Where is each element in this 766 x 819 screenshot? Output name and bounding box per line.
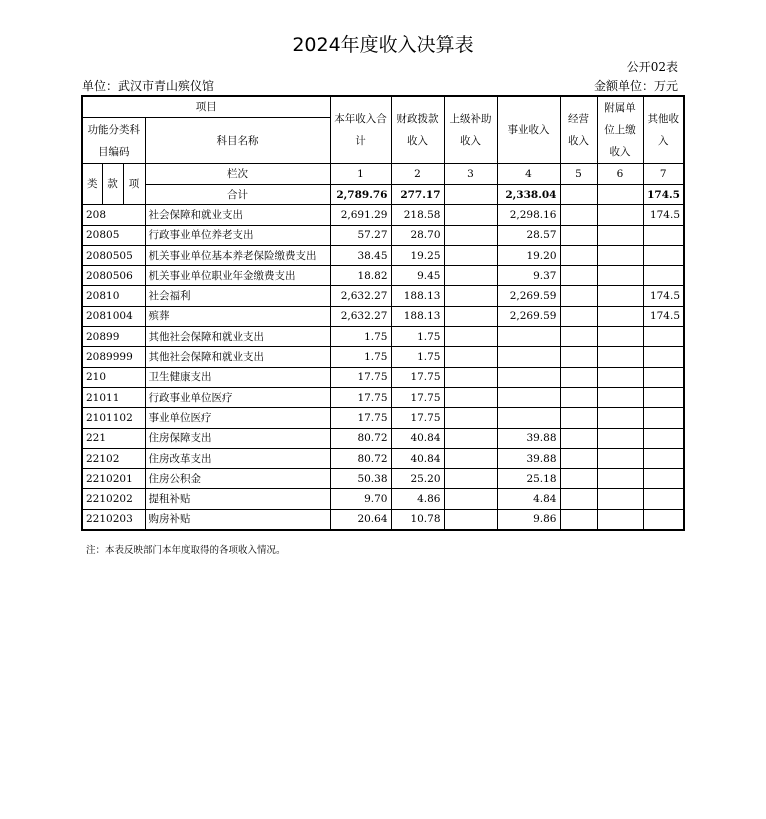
row-value-col-1: 9.70 — [330, 489, 391, 509]
col-num-4: 4 — [497, 164, 560, 185]
header-subject-name: 科目名称 — [145, 118, 330, 164]
row-value-col-1: 50.38 — [330, 469, 391, 489]
row-value-col-4 — [497, 327, 560, 347]
row-code: 22102 — [82, 448, 145, 468]
row-value-col-5 — [560, 428, 597, 448]
row-value-col-3 — [444, 245, 497, 265]
row-value-col-5 — [560, 245, 597, 265]
header-lei: 类 — [82, 164, 102, 205]
col-num-6: 6 — [597, 164, 643, 185]
row-value-col-7 — [643, 327, 684, 347]
row-value-col-7: 174.5 — [643, 306, 684, 326]
table-row — [82, 509, 684, 530]
row-value-col-1: 17.75 — [330, 367, 391, 387]
row-value-col-2: 4.86 — [391, 489, 444, 509]
row-value-col-7 — [643, 387, 684, 407]
row-value-col-2: 218.58 — [391, 205, 444, 225]
col-header-2: 财政拨款收入 — [391, 96, 444, 164]
row-value-col-1: 20.64 — [330, 509, 391, 530]
row-value-col-1: 17.75 — [330, 408, 391, 428]
row-subject-name: 提租补贴 — [145, 489, 330, 509]
row-value-col-5 — [560, 408, 597, 428]
row-value-col-7 — [643, 489, 684, 509]
row-value-col-1: 2,632.27 — [330, 286, 391, 306]
table-row — [82, 266, 684, 286]
row-value-col-4 — [497, 408, 560, 428]
row-value-col-3 — [444, 489, 497, 509]
total-cell: 2,789.76 — [330, 185, 391, 205]
row-value-col-4: 39.88 — [497, 448, 560, 468]
row-value-col-3 — [444, 408, 497, 428]
row-value-col-6 — [597, 408, 643, 428]
row-subject-name: 事业单位医疗 — [145, 408, 330, 428]
col-header-5: 经营收入 — [560, 96, 597, 164]
row-value-col-5 — [560, 225, 597, 245]
row-value-col-1: 80.72 — [330, 428, 391, 448]
row-value-col-4: 39.88 — [497, 428, 560, 448]
row-value-col-2: 17.75 — [391, 408, 444, 428]
row-subject-name: 购房补贴 — [145, 509, 330, 530]
form-number: 公开02表 — [626, 60, 678, 74]
row-value-col-7 — [643, 469, 684, 489]
table-row — [82, 306, 684, 326]
row-value-col-3 — [444, 327, 497, 347]
row-value-col-4 — [497, 387, 560, 407]
row-value-col-3 — [444, 266, 497, 286]
row-value-col-3 — [444, 225, 497, 245]
row-value-col-6 — [597, 205, 643, 225]
row-value-col-7 — [643, 347, 684, 367]
row-value-col-6 — [597, 387, 643, 407]
income-table — [81, 95, 685, 531]
row-subject-name: 行政事业单位养老支出 — [145, 225, 330, 245]
row-value-col-3 — [444, 367, 497, 387]
col-num-3: 3 — [444, 164, 497, 185]
row-value-col-3 — [444, 347, 497, 367]
row-code: 21011 — [82, 387, 145, 407]
col-num-1: 1 — [330, 164, 391, 185]
row-value-col-1: 80.72 — [330, 448, 391, 468]
row-value-col-2: 9.45 — [391, 266, 444, 286]
row-subject-name: 其他社会保障和就业支出 — [145, 327, 330, 347]
row-value-col-4: 2,269.59 — [497, 306, 560, 326]
table-row — [82, 347, 684, 367]
row-value-col-3 — [444, 509, 497, 530]
row-code: 210 — [82, 367, 145, 387]
row-value-col-4: 25.18 — [497, 469, 560, 489]
row-value-col-7 — [643, 225, 684, 245]
row-code: 208 — [82, 205, 145, 225]
row-value-col-5 — [560, 387, 597, 407]
row-value-col-1: 17.75 — [330, 387, 391, 407]
table-row — [82, 327, 684, 347]
row-value-col-7 — [643, 245, 684, 265]
row-value-col-1: 18.82 — [330, 266, 391, 286]
row-code: 2080506 — [82, 266, 145, 286]
row-value-col-4: 2,269.59 — [497, 286, 560, 306]
row-value-col-2: 188.13 — [391, 306, 444, 326]
row-code: 2089999 — [82, 347, 145, 367]
row-value-col-4: 9.86 — [497, 509, 560, 530]
row-value-col-2: 17.75 — [391, 367, 444, 387]
table-row — [82, 387, 684, 407]
row-subject-name: 其他社会保障和就业支出 — [145, 347, 330, 367]
header-func-code: 功能分类科目编码 — [82, 118, 145, 164]
table-row — [82, 408, 684, 428]
unit-label: 单位：武汉市青山殡仪馆 — [82, 79, 215, 93]
row-value-col-6 — [597, 306, 643, 326]
total-label: 合计 — [145, 185, 330, 205]
table-row — [82, 448, 684, 468]
row-code: 2210202 — [82, 489, 145, 509]
row-subject-name: 住房保障支出 — [145, 428, 330, 448]
row-value-col-2: 1.75 — [391, 327, 444, 347]
row-value-col-1: 38.45 — [330, 245, 391, 265]
row-value-col-3 — [444, 286, 497, 306]
row-value-col-5 — [560, 509, 597, 530]
row-value-col-6 — [597, 225, 643, 245]
table-row — [82, 225, 684, 245]
row-value-col-6 — [597, 489, 643, 509]
row-code: 2101102 — [82, 408, 145, 428]
row-value-col-7: 174.5 — [643, 286, 684, 306]
row-subject-name: 机关事业单位职业年金缴费支出 — [145, 266, 330, 286]
row-code: 20899 — [82, 327, 145, 347]
row-code: 2210203 — [82, 509, 145, 530]
row-value-col-6 — [597, 266, 643, 286]
row-value-col-7 — [643, 509, 684, 530]
row-value-col-6 — [597, 347, 643, 367]
row-value-col-3 — [444, 306, 497, 326]
row-code: 2080505 — [82, 245, 145, 265]
row-value-col-7 — [643, 367, 684, 387]
row-value-col-1: 2,691.29 — [330, 205, 391, 225]
row-value-col-4: 9.37 — [497, 266, 560, 286]
row-value-col-3 — [444, 448, 497, 468]
row-subject-name: 行政事业单位医疗 — [145, 387, 330, 407]
table-row — [82, 286, 684, 306]
table-row — [82, 367, 684, 387]
row-value-col-4: 2,298.16 — [497, 205, 560, 225]
table-row — [82, 205, 684, 225]
header-item: 项目 — [82, 96, 330, 118]
row-code: 2081004 — [82, 306, 145, 326]
row-subject-name: 机关事业单位基本养老保险缴费支出 — [145, 245, 330, 265]
row-value-col-5 — [560, 286, 597, 306]
table-row — [82, 489, 684, 509]
row-code: 20810 — [82, 286, 145, 306]
table-row — [82, 245, 684, 265]
row-value-col-2: 17.75 — [391, 387, 444, 407]
row-value-col-7 — [643, 428, 684, 448]
row-value-col-2: 40.84 — [391, 448, 444, 468]
total-cell: 277.17 — [391, 185, 444, 205]
header-xiang: 项 — [123, 164, 145, 205]
table-row — [82, 428, 684, 448]
header-kuan: 款 — [102, 164, 123, 205]
total-cell — [560, 185, 597, 205]
col-header-3: 上级补助收入 — [444, 96, 497, 164]
total-row — [82, 185, 684, 205]
row-subject-name: 殡葬 — [145, 306, 330, 326]
col-header-1: 本年收入合计 — [330, 96, 391, 164]
col-header-6: 附属单位上缴收入 — [597, 96, 643, 164]
row-value-col-7 — [643, 408, 684, 428]
table-row — [82, 469, 684, 489]
row-value-col-4 — [497, 367, 560, 387]
row-value-col-1: 57.27 — [330, 225, 391, 245]
row-value-col-2: 28.70 — [391, 225, 444, 245]
row-value-col-2: 25.20 — [391, 469, 444, 489]
table-note: 注：本表反映部门本年度取得的各项收入情况。 — [86, 545, 286, 556]
row-value-col-2: 19.25 — [391, 245, 444, 265]
row-value-col-6 — [597, 245, 643, 265]
row-value-col-6 — [597, 428, 643, 448]
row-value-col-6 — [597, 327, 643, 347]
row-value-col-6 — [597, 286, 643, 306]
row-value-col-2: 40.84 — [391, 428, 444, 448]
total-cell: 174.5 — [643, 185, 684, 205]
row-value-col-2: 188.13 — [391, 286, 444, 306]
row-value-col-7 — [643, 266, 684, 286]
header-row-label: 栏次 — [145, 164, 330, 185]
col-header-4: 事业收入 — [497, 96, 560, 164]
row-value-col-5 — [560, 367, 597, 387]
total-cell — [597, 185, 643, 205]
col-num-5: 5 — [560, 164, 597, 185]
col-num-2: 2 — [391, 164, 444, 185]
row-value-col-1: 1.75 — [330, 347, 391, 367]
row-code: 2210201 — [82, 469, 145, 489]
row-subject-name: 卫生健康支出 — [145, 367, 330, 387]
page-title: 2024年度收入决算表 — [292, 34, 474, 56]
row-value-col-4: 28.57 — [497, 225, 560, 245]
row-value-col-7: 174.5 — [643, 205, 684, 225]
row-value-col-3 — [444, 469, 497, 489]
row-value-col-5 — [560, 306, 597, 326]
row-value-col-6 — [597, 448, 643, 468]
row-value-col-1: 1.75 — [330, 327, 391, 347]
row-subject-name: 住房公积金 — [145, 469, 330, 489]
row-subject-name: 住房改革支出 — [145, 448, 330, 468]
row-value-col-5 — [560, 469, 597, 489]
total-cell: 2,338.04 — [497, 185, 560, 205]
row-value-col-5 — [560, 448, 597, 468]
row-value-col-4 — [497, 347, 560, 367]
row-value-col-4: 4.84 — [497, 489, 560, 509]
row-value-col-6 — [597, 367, 643, 387]
row-value-col-5 — [560, 266, 597, 286]
col-header-7: 其他收入 — [643, 96, 684, 164]
row-value-col-6 — [597, 469, 643, 489]
row-value-col-7 — [643, 448, 684, 468]
row-value-col-3 — [444, 428, 497, 448]
row-value-col-2: 1.75 — [391, 347, 444, 367]
row-value-col-1: 2,632.27 — [330, 306, 391, 326]
row-value-col-3 — [444, 205, 497, 225]
row-subject-name: 社会保障和就业支出 — [145, 205, 330, 225]
row-value-col-5 — [560, 347, 597, 367]
row-value-col-3 — [444, 387, 497, 407]
row-value-col-5 — [560, 205, 597, 225]
money-unit-label: 金额单位：万元 — [593, 79, 678, 93]
row-value-col-5 — [560, 489, 597, 509]
row-value-col-2: 10.78 — [391, 509, 444, 530]
row-code: 20805 — [82, 225, 145, 245]
total-cell — [444, 185, 497, 205]
row-subject-name: 社会福利 — [145, 286, 330, 306]
row-code: 221 — [82, 428, 145, 448]
row-value-col-6 — [597, 509, 643, 530]
row-value-col-4: 19.20 — [497, 245, 560, 265]
col-num-7: 7 — [643, 164, 684, 185]
row-value-col-5 — [560, 327, 597, 347]
